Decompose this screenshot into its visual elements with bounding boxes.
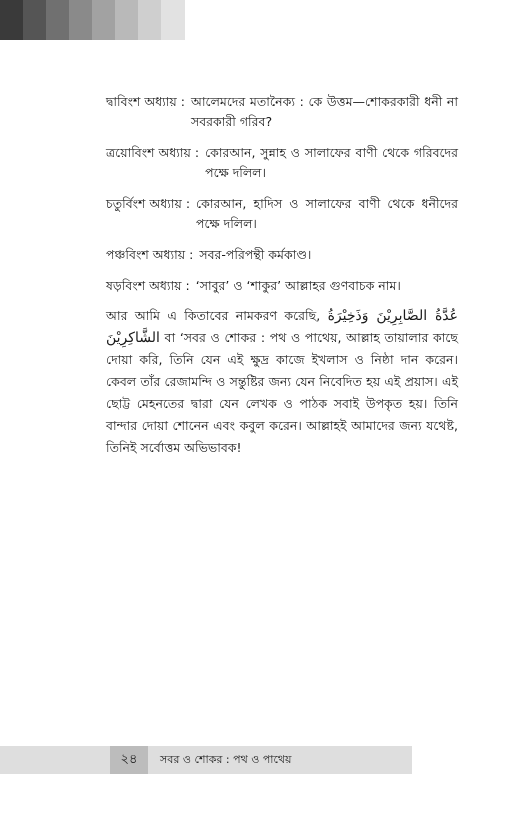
header-bar bbox=[69, 0, 92, 40]
chapter-label: ষড়বিংশ অধ্যায় : bbox=[106, 278, 190, 293]
chapter-label: ত্রয়োবিংশ অধ্যায় : bbox=[106, 145, 200, 160]
paragraph-body: বা ‘সবর ও শোকর : পথ ও পাথেয়, আল্লাহ তায়ালার কাছে দোয়া করি, তিনি যেন এই ক্ষুদ্র কাজে ইখলাস ও নিষ্ঠা দান করেন। কেবল তাঁর রেজামন্দি ও সন্তুষ্টির জন্য যেন নিবেদিত হয় এই প্রয়াস। এই ছোট্ট মেহনতের দ্বারা যেন লেখক ও পাঠক সবাই উপকৃত হয়। তিনি বান্দার দোয়া শোনেন এবং কবুল করেন। আল্লাহই আমাদের জন্য যথেষ্ট, তিনিই সর্বোত্তম অভিভাবক! bbox=[106, 329, 458, 455]
header-bar bbox=[161, 0, 185, 40]
chapter-entry bbox=[106, 276, 458, 296]
arabic-book-title: عُدَّةُ الصَّابِرِيْنَ وَذَخِيْرَةُ الشَّاكِرِيْنَ bbox=[106, 307, 459, 346]
chapter-title: আলেমদের মতানৈক্য : কে উত্তম—শোকরকারী ধনী না সবরকারী গরিব? bbox=[190, 94, 458, 129]
paragraph-intro: আর আমি এ কিতাবের নামকরণ করেছি, bbox=[106, 307, 328, 323]
chapter-entry bbox=[106, 245, 458, 265]
header-bar bbox=[92, 0, 115, 40]
chapter-title: ‘সাবুর’ ও ‘শাকুর’ আল্লাহর গুণবাচক নাম। bbox=[195, 278, 401, 293]
chapter-list bbox=[106, 92, 458, 307]
running-title: সবর ও শোকর : পথ ও পাথেয় bbox=[160, 752, 292, 766]
chapter-entry bbox=[106, 143, 458, 183]
header-bar bbox=[138, 0, 161, 40]
chapter-label: চতুর্বিংশ অধ্যায় : bbox=[106, 196, 191, 211]
chapter-label: পঞ্চবিংশ অধ্যায় : bbox=[106, 247, 194, 262]
header-bar bbox=[0, 0, 23, 40]
chapter-title: কোরআন, সুন্নাহ ও সালাফের বাণী থেকে গরিবদের পক্ষে দলিল। bbox=[205, 145, 458, 180]
header-decoration-bars bbox=[0, 0, 185, 40]
chapter-label: দ্বাবিংশ অধ্যায় : bbox=[106, 94, 185, 109]
closing-paragraph bbox=[106, 305, 458, 459]
page-footer bbox=[0, 746, 412, 774]
header-bar bbox=[115, 0, 138, 40]
chapter-entry bbox=[106, 92, 458, 132]
chapter-title: কোরআন, হাদিস ও সালাফের বাণী থেকে ধনীদের পক্ষে দলিল। bbox=[196, 196, 458, 231]
chapter-entry bbox=[106, 194, 458, 234]
header-bar bbox=[23, 0, 46, 40]
header-bar bbox=[46, 0, 69, 40]
chapter-title: সবর-পরিপন্থী কর্মকাণ্ড। bbox=[199, 247, 312, 262]
page-number-box: ২৪ bbox=[110, 746, 148, 774]
